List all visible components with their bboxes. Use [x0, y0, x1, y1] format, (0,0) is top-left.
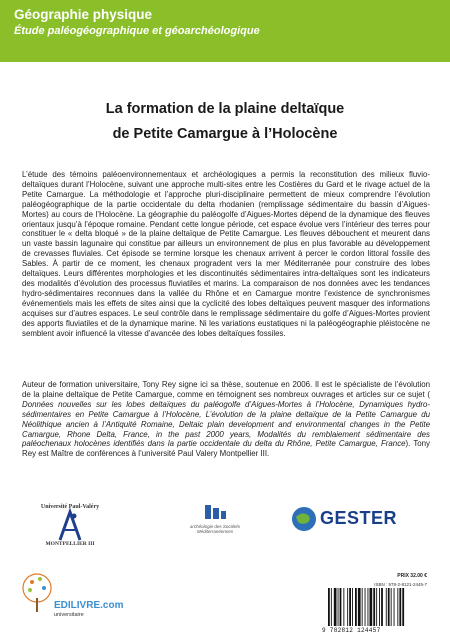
barcode-bar — [343, 588, 344, 626]
barcode-bar — [338, 588, 339, 626]
university-city: MONTPELLIER III — [45, 541, 95, 547]
society-logo — [175, 502, 255, 542]
edilivre-name: EDILIVRE.com — [54, 600, 124, 611]
edilivre-collection: universitaire — [54, 612, 84, 618]
barcode-bar — [402, 588, 404, 626]
barcode-bar — [331, 588, 332, 626]
series-subtitle: Étude paléogéographique et géoarchéologique — [14, 25, 260, 37]
barcode-bar — [340, 588, 342, 626]
barcode-bar — [362, 588, 363, 626]
barcode-number: 9 782812 124457 — [322, 627, 381, 634]
barcode-bar — [379, 588, 380, 626]
barcode-bar — [376, 588, 377, 626]
barcode-bar — [381, 588, 383, 626]
barcode-bar — [394, 588, 395, 626]
barcode-bar — [352, 588, 353, 626]
author-bio-text: Auteur de formation universitaire, Tony Rey signe ici sa thèse, soutenue en 2006. Il est le spécialiste de l’évolution de la plaine deltaïque de Petite Camargue, comme en témoignent ses nombreux ouvrages et articles sur ce sujet ( — [22, 380, 430, 399]
gester-name: GESTER — [320, 508, 398, 528]
society-emblem-icon — [175, 502, 255, 524]
barcode-icon — [322, 588, 428, 628]
barcode-bar — [397, 588, 398, 626]
barcode-bar — [399, 588, 401, 626]
barcode-bar — [328, 588, 330, 626]
isbn: ISBN : 978-2-8121-2445-7 — [374, 582, 427, 587]
author-bio-paragraph — [22, 380, 430, 459]
author-bio-works: Données nouvelles sur les lobes deltaïques du paléogolfe d’Aigues-Mortes à l’Holocène, Dynamiques hydro-sédimentaires en Petite Camargue à l’Holocène, L’évolution de la plaine deltaïque de la Petite Camargue du Néolithique ancien à l’Antiquité Romaine, Deltaic plain development and environmental changes in the Petite Camargue, Rhone Delta, France, in the past 2000 years, Modalités du remblaiement sédimentaire des paléochenaux holocènes identifiés dans la partie occidentale du delta du Rhône, Petite Camargue, France — [22, 399, 430, 449]
barcode-bar — [386, 588, 387, 626]
barcode-bar — [347, 588, 348, 626]
barcode-bar — [373, 588, 375, 626]
society-name: archéologie des Sociétés Méditerranéennes — [189, 524, 241, 534]
barcode-bar — [370, 588, 373, 626]
price: PRIX 32.00 € — [397, 573, 427, 579]
barcode-bar — [358, 588, 361, 626]
globe-icon — [290, 505, 318, 533]
book-title-line-1: La formation de la plaine deltaïque — [105, 101, 345, 117]
tree-icon — [20, 568, 54, 630]
edilivre-logo — [20, 568, 124, 630]
barcode-bar — [368, 588, 369, 626]
series-title: Géographie physique — [14, 7, 153, 22]
barcode-bar — [365, 588, 366, 626]
university-logo — [30, 500, 110, 555]
barcode-bar — [334, 588, 337, 626]
barcode-bar — [349, 588, 351, 626]
barcode-bar — [388, 588, 390, 626]
series-band — [0, 0, 450, 62]
author-bio-text-end: ). Tony Rey est Maître de conférences à l’université Paul Valery Montpellier III. — [22, 439, 430, 459]
barcode-bar — [355, 588, 357, 626]
barcode-bar — [391, 588, 392, 626]
abstract-paragraph: L’étude des témoins paléoenvironnementaux et archéologiques a permis la reconstitution des milieux fluvio-deltaïques durant l’Holocène, suivant une approche multi-sites entre les Costières du Gard et le rivage actuel de la Petite Camargue. La méthodologie et l’approche pluri-disciplinaire permettent de mieux comprendre l’évolution paléogéographique de la partie occidentale du delta rhodanien (remplissage sédimentaire du bassin d’Aigues-Mortes) au cours de l’Holocène. La géographie du paléogolfe d’Aigues-Mortes dépend de la dynamique des fleuves orientaux jusqu’à l’époque romaine. Pendant cette longue période, cet espace évolue vers l’intérieur des terres pour constituer le « delta bloqué » de la plaine deltaïque de Petite Camargue. Les fleuves débouchent et meurent dans un vaste bassin lagunaire qui constitue par ailleurs un environnement de plus en plus favorable au développement de crevasses fluviales. Cet épisode se termine lorsque les chenaux arrivent à percer le cordon littoral fossile des Sables. À partir de ce moment, les chenaux progradent vers la mer Méditerranée pour construire des lobes deltaïques. Leurs différentes morphologies et les discontinuités sédimentaires intra-deltaïques sont les indicateurs des modalités d’évolution des processus fluviatiles et marins. La comparaison de nos données avec les tendances hydro-sédimentaires reconnues dans la vallée du Rhône et en Camargue montre l’existence de synchronismes événementiels mais les effets de sites ainsi que la cyclicité des lobes deltaïques peuvent masquer des informations acquises sur d’autres espaces. Le seul contrôle dans le remplissage sédimentaire du golfe d’Aigues-Mortes provient des apports fluviatiles et de la dynamique marine. Ni les variations eustatiques ni la paléogéographie pléistocène ne semblent avoir influencé la vitesse d’avancée des lobes deltaïques fossiles. — [22, 170, 430, 338]
university-name: Université Paul-Valéry — [40, 504, 100, 510]
gester-logo — [290, 505, 410, 535]
book-title-line-2: de Petite Camargue à l’Holocène — [112, 126, 338, 142]
